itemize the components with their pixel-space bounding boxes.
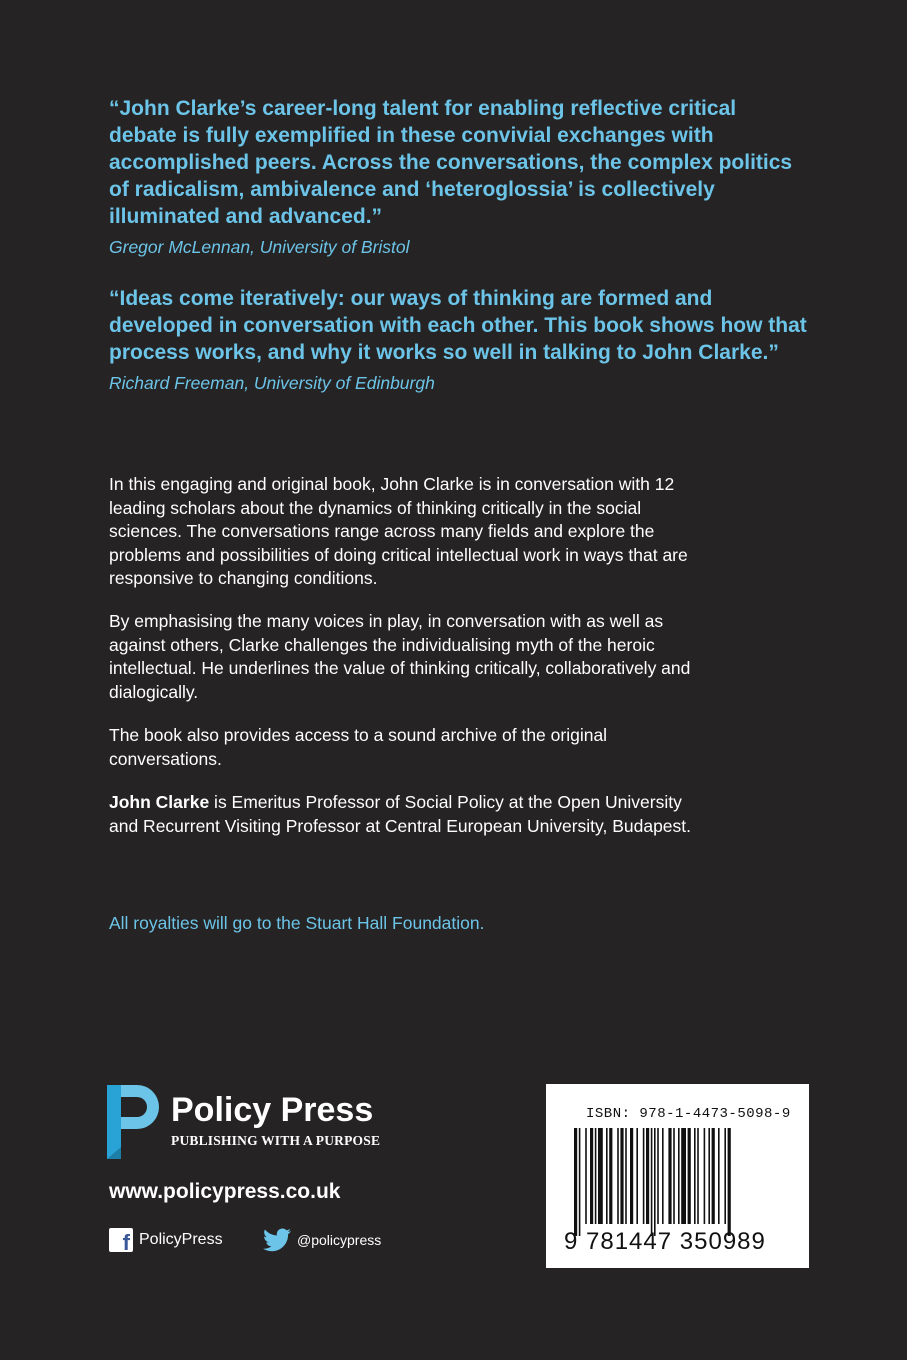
barcode-digits: 9 781447 350989 [564, 1228, 766, 1255]
barcode-bar [636, 1128, 638, 1224]
barcode-bar [678, 1128, 680, 1224]
barcode-bar [688, 1128, 691, 1224]
barcode-bar [718, 1128, 720, 1224]
barcode-bar [712, 1128, 715, 1224]
p-logo-icon [107, 1085, 159, 1159]
barcode-bar [620, 1128, 623, 1224]
barcode-bar [662, 1128, 664, 1224]
author-name: John Clarke [109, 792, 210, 812]
barcode-bar [609, 1128, 612, 1224]
publisher-tagline: PUBLISHING WITH A PURPOSE [171, 1133, 381, 1148]
author-bio-text: is Emeritus Professor of Social Policy at the Open University and Recurrent Visiting Professor at Central European University, Budapest. [109, 792, 692, 836]
quote-2-attribution: Richard Freeman, University of Edinburgh [109, 373, 435, 393]
publisher-website-link[interactable]: www.policypress.co.uk [109, 1180, 341, 1203]
facebook-handle: PolicyPress [139, 1231, 223, 1248]
barcode-bar [606, 1128, 608, 1224]
twitter-bird-icon [263, 1228, 291, 1252]
royalties-note: All royalties will go to the Stuart Hall Foundation. [109, 913, 485, 933]
facebook-link[interactable] [109, 1227, 223, 1253]
description-paragraph-1: In this engaging and original book, John Clarke is in conversation with 12 leading scholars about the dynamics of thinking critically in the social sciences. The conversations range across many fields and explore the problems and possibilities of doing critical intellectual work in ways that are responsive to changing conditions. [109, 474, 688, 588]
publisher-name: Policy Press [171, 1091, 374, 1129]
barcode-graphic [566, 1128, 788, 1240]
facebook-icon: f [109, 1228, 133, 1252]
barcode-bar [697, 1128, 699, 1224]
barcode-bar [574, 1128, 577, 1236]
quote-2: “Ideas come iteratively: our ways of thinking are formed and developed in conversation with each other. This book shows how that process works, and why it works so well in talking to John Clarke.” [109, 287, 807, 364]
isbn-barcode-panel [546, 1084, 809, 1268]
barcode-bar [681, 1128, 686, 1224]
barcode-bar [598, 1128, 603, 1224]
barcode-bar [579, 1128, 581, 1236]
quote-1-attribution: Gregor McLennan, University of Bristol [109, 237, 410, 257]
barcode-bar [643, 1128, 645, 1224]
barcode-bar [657, 1128, 659, 1224]
barcode-bar [654, 1128, 656, 1236]
barcode-bar [704, 1128, 706, 1224]
isbn-label: ISBN: 978-1-4473-5098-9 [586, 1106, 791, 1122]
barcode-bar [625, 1128, 627, 1224]
twitter-link[interactable] [263, 1227, 381, 1253]
author-bio [109, 791, 709, 838]
barcode-bar [673, 1128, 675, 1224]
barcode-bar [646, 1128, 649, 1224]
barcode-bar [694, 1128, 696, 1224]
barcode-bar [651, 1128, 653, 1236]
description-paragraph-2: By emphasising the many voices in play, in conversation with as well as against others, Clarke challenges the individualising myth of the heroic intellectual. He underlines the value of thinking critically, collaboratively and dialogically. [109, 611, 691, 702]
barcode-bar [728, 1128, 731, 1236]
twitter-handle: @policypress [297, 1232, 382, 1248]
barcode-bar [630, 1128, 633, 1224]
description-paragraph-3: The book also provides access to a sound archive of the original conversations. [109, 725, 608, 769]
barcode-bar [590, 1128, 593, 1224]
barcode-bar [724, 1128, 726, 1224]
quote-1: “John Clarke’s career-long talent for enabling reflective critical debate is fully exemplified in these convivial exchanges with accomplished peers. Across the conversations, the complex politics of radicalism, ambivalence and ‘heteroglossia’ is collectively illuminated and advanced.” [109, 97, 793, 228]
barcode-bar [668, 1128, 671, 1224]
barcode-bar [708, 1128, 710, 1224]
barcode-bar [595, 1128, 597, 1224]
barcode-bar [617, 1128, 619, 1224]
barcode-bar [585, 1128, 587, 1224]
